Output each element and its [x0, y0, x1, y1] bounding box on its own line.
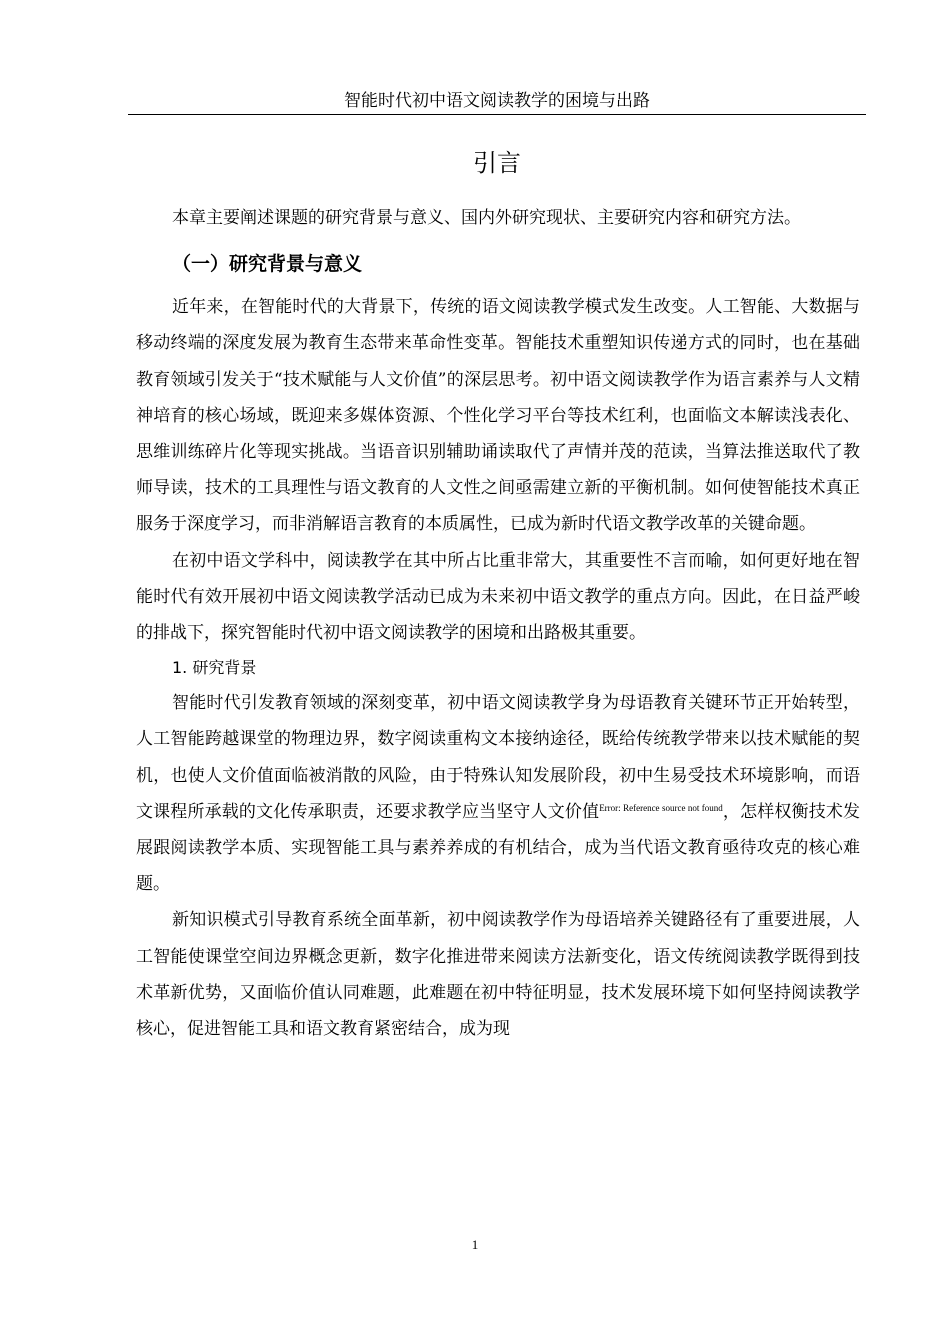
subsection-paragraph-1 — [136, 685, 860, 902]
section-heading-research-background-significance: （一）研究背景与意义 — [172, 253, 363, 276]
page-number: 1 — [471, 1237, 479, 1252]
subsection-paragraph-2: 新知识模式引导教育系统全面革新，初中阅读教学作为母语培养关键路径有了重要进展，人工智能使课堂空间边界概念更新，数字化推进带来阅读方法新变化，语文传统阅读教学既得到技术革新优势，又面临价值认同难题，此难题在初中特征明显，技术发展环境下如何坚持阅读教学核心，促进智能工具和语文教育紧密结合，成为现 — [136, 910, 860, 1040]
running-header: 智能时代初中语文阅读教学的困境与出路 — [128, 88, 866, 115]
body-content — [136, 200, 860, 1047]
subsection-heading-research-background: 1. 研究背景 — [172, 658, 257, 678]
subsection-paragraph-1-part-a: 智能时代引发教育领域的深刻变革，初中语文阅读教学身为母语教育关键环节正开始转型，人工智能跨越课堂的物理边界，数字阅读重构文本接纳途径，既给传统教学带来以技术赋能的契机，也使人文价值面临被消散的风险，由于特殊认知发展阶段，初中生易受技术环境影响，而语文课程所承载的文化传承职责，还要求教学应当坚守人文价值 — [136, 693, 860, 822]
subsection-paragraph-1-part-b: ，怎样权衡技术发展跟阅读教学本质、实现智能工具与素养养成的有机结合，成为当代语文教育亟待攻克的核心难题。 — [136, 801, 861, 895]
chapter-intro-paragraph: 本章主要阐述课题的研究背景与意义、国内外研究现状、主要研究内容和研究方法。 — [172, 208, 801, 228]
chapter-title: 引言 — [473, 149, 521, 177]
reference-error-marker: Error: Reference source not found — [599, 802, 723, 813]
section-paragraph-2: 在初中语文学科中，阅读教学在其中所占比重非常大，其重要性不言而喻，如何更好地在智能时代有效开展初中语文阅读教学活动已成为未来初中语文教学的重点方向。因此，在日益严峻的排战下，探究智能时代初中语文阅读教学的困境和出路极其重要。 — [136, 550, 860, 644]
section-paragraph-1: 近年来，在智能时代的大背景下，传统的语文阅读教学模式发生改变。人工智能、大数据与移动终端的深度发展为教育生态带来革命性变革。智能技术重塑知识传递方式的同时，也在基础教育领域引发关于“技术赋能与人文价值”的深层思考。初中语文阅读教学作为语言素养与人文精神培育的核心场域，既迎来多媒体资源、个性化学习平台等技术红利，也面临文本解读浅表化、思维训练碎片化等现实挑战。当语音识别辅助诵读取代了声情并茂的范读，当算法推送取代了教师导读，技术的工具理性与语文教育的人文性之间亟需建立新的平衡机制。如何使智能技术真正服务于深度学习，而非消解语言教育的本质属性，已成为新时代语文教学改革的关键命题。 — [136, 297, 860, 535]
